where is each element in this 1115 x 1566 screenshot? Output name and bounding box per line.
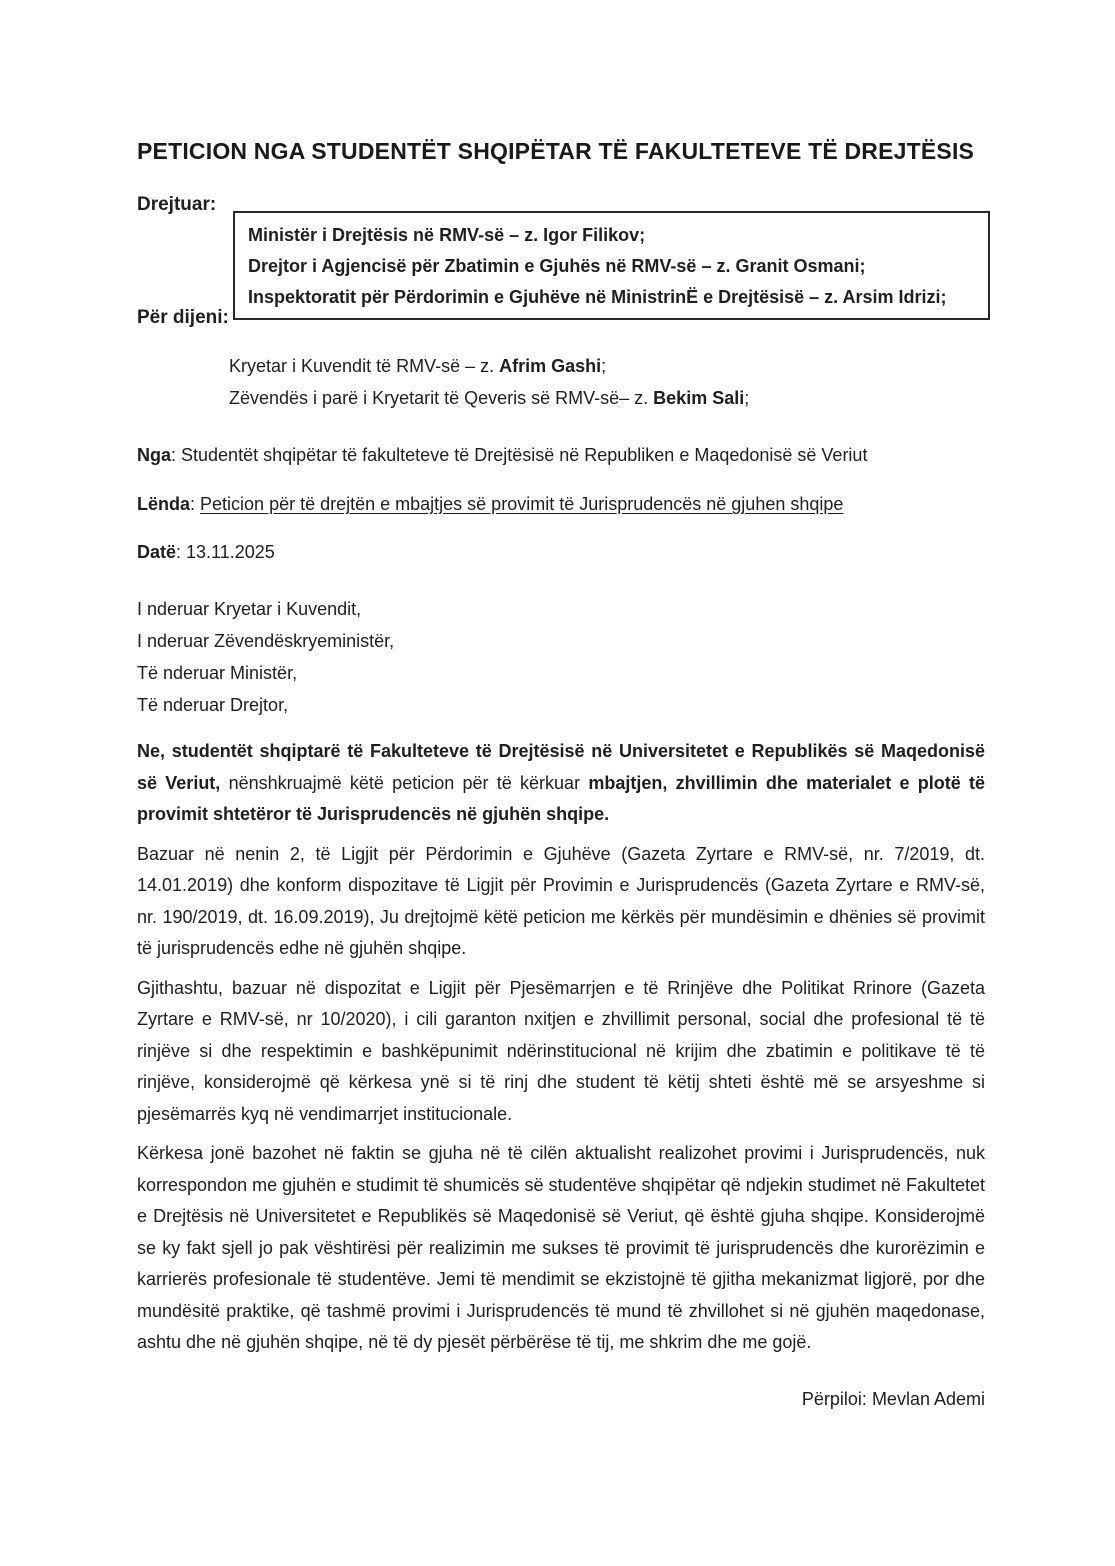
page-title: PETICION NGA STUDENTËT SHQIPËTAR TË FAKULTETEVE TË DREJTËSIS (137, 138, 975, 164)
lenda-separator: : (190, 494, 201, 514)
body-paragraph-request: Kërkesa jonë bazohet në faktin se gjuha në të cilën aktualisht realizohet provimi i Jurisprudencës, nuk korrespondon me gjuhën e studimit të shumicës së studentëve shqipëtar që ndjekin studimet në Fakultetet e Drejtësis në Universitetet e Republikës së Maqedonisë së Veriut, që është gjuha shqipe. Konsiderojmë se ky fakt sjell jo pak vështirësi për realizimin me sukses të provimit të jurisprudencës dhe kurorëzimin e karrierës profesionale të studentëve. Jemi të mendimit se ekzistojnë të gjitha mekanizmat ligjorë, por dhe mundësitë praktike, që tashmë provimi i Jurisprudencës të mund të zhvillohet si në gjuhën maqedonase, ashtu dhe në gjuhën shqipe, në të dy pjesët përbërëse të tij, me shkrim dhe me gojë. (137, 1143, 985, 1352)
body-paragraph-intro (137, 736, 985, 831)
drejtuar-label: Drejtuar: (137, 194, 217, 215)
body-paragraph-legal-basis: Bazuar në nenin 2, të Ligjit për Përdorimin e Gjuhëve (Gazeta Zyrtare e RMV-së, nr. 7/2019, dt. 14.01.2019) dhe konform dispozitave të Ligjit për Provimin e Jurisprudencës (Gazeta Zyrtare e RMV-së, nr. 190/2019, dt. 16.09.2019), Ju drejtojmë këtë peticion me kërkës për mundësimin e dhënies së provimit të jurisprudencës edhe në gjuhën shqipe. (137, 843, 985, 958)
cc-line-text: Zëvendës i parë i Kryetarit të Qeveris së RMV-së– z. (229, 388, 654, 408)
lenda-label: Lënda (137, 494, 191, 514)
paragraph-regular-run: nënshkruajmë këtë peticion për të kërkuar (220, 772, 589, 793)
nga-label: Nga (137, 445, 172, 465)
date-line (137, 537, 985, 568)
nga-text: : Studentët shqipëtar të fakulteteve të Drejtësisë në Republiken e Maqedonisë së Veriut (171, 445, 868, 465)
nga-line (137, 440, 985, 471)
recipients-section (137, 194, 985, 328)
salutation-line: Të nderuar Ministër, (137, 663, 298, 683)
cc-line-suffix: ; (744, 388, 750, 408)
lenda-line (137, 489, 985, 520)
date-label: Datë (137, 542, 177, 562)
cc-line-suffix: ; (601, 356, 607, 376)
cc-line-text: Kryetar i Kuvendit të RMV-së – z. (229, 356, 500, 376)
cc-line (229, 382, 985, 414)
cc-line (229, 350, 985, 382)
recipient-line: Drejtor i Agjencisë për Zbatimin e Gjuhës në RMV-së – z. Granit Osmani; (248, 256, 866, 276)
recipients-box (233, 211, 990, 320)
recipient-line: Inspektoratit për Përdorimin e Gjuhëve në MinistrinË e Drejtësisë – z. Arsim Idrizi; (248, 287, 947, 307)
salutation-line: I nderuar Zëvendëskryeministër, (137, 631, 395, 651)
lenda-subject-text: Peticion për të drejtën e mbajtjes së provimit të Jurisprudencës në gjuhen shqipe (200, 494, 844, 514)
salutations-block (137, 593, 985, 721)
recipient-line: Ministër i Drejtësis në RMV-së – z. Igor Filikov; (248, 225, 646, 245)
paragraph-bold-run: Ne, studentët shqiptarë të Fakulteteve të Drejtësisë në Universitetet e Republikës së Maqedonisë së Veriut, (137, 741, 985, 793)
salutation-line: Të nderuar Drejtor, (137, 695, 289, 715)
paragraph-bold-run: mbajtjen, zhvillimin dhe materialet e plotë të provimit shtetëror të Jurisprudencës në gjuhën shqipe. (137, 772, 986, 824)
cc-block (229, 350, 985, 414)
date-value: : 13.11.2025 (176, 542, 275, 562)
compiled-by-line: Përpiloi: Mevlan Ademi (801, 1388, 985, 1409)
per-dijeni-label: Për dijeni: (137, 307, 229, 328)
cc-line-name: Afrim Gashi (499, 356, 602, 376)
body-paragraph-youth-law: Gjithashtu, bazuar në dispozitat e Ligjit për Pjesëmarrjen e të Rrinjëve dhe Politikat Rrinore (Gazeta Zyrtare e RMV-së, nr 10/2020), i cili garanton nxitjen e zhvillimit personal, social dhe profesional të të rinjëve si dhe respektimin e bashkëpunimit ndërinstitucional në krijim dhe zbatimin e politikave të të rinjëve, konsiderojmë që kërkesa ynë si të rinj dhe student të këtij shteti është më se arsyeshme si pjesëmarrës kyq në vendimarrjet institucionale. (137, 977, 985, 1124)
salutation-line: I nderuar Kryetar i Kuvendit, (137, 599, 362, 619)
cc-line-name: Bekim Sali (653, 388, 745, 408)
